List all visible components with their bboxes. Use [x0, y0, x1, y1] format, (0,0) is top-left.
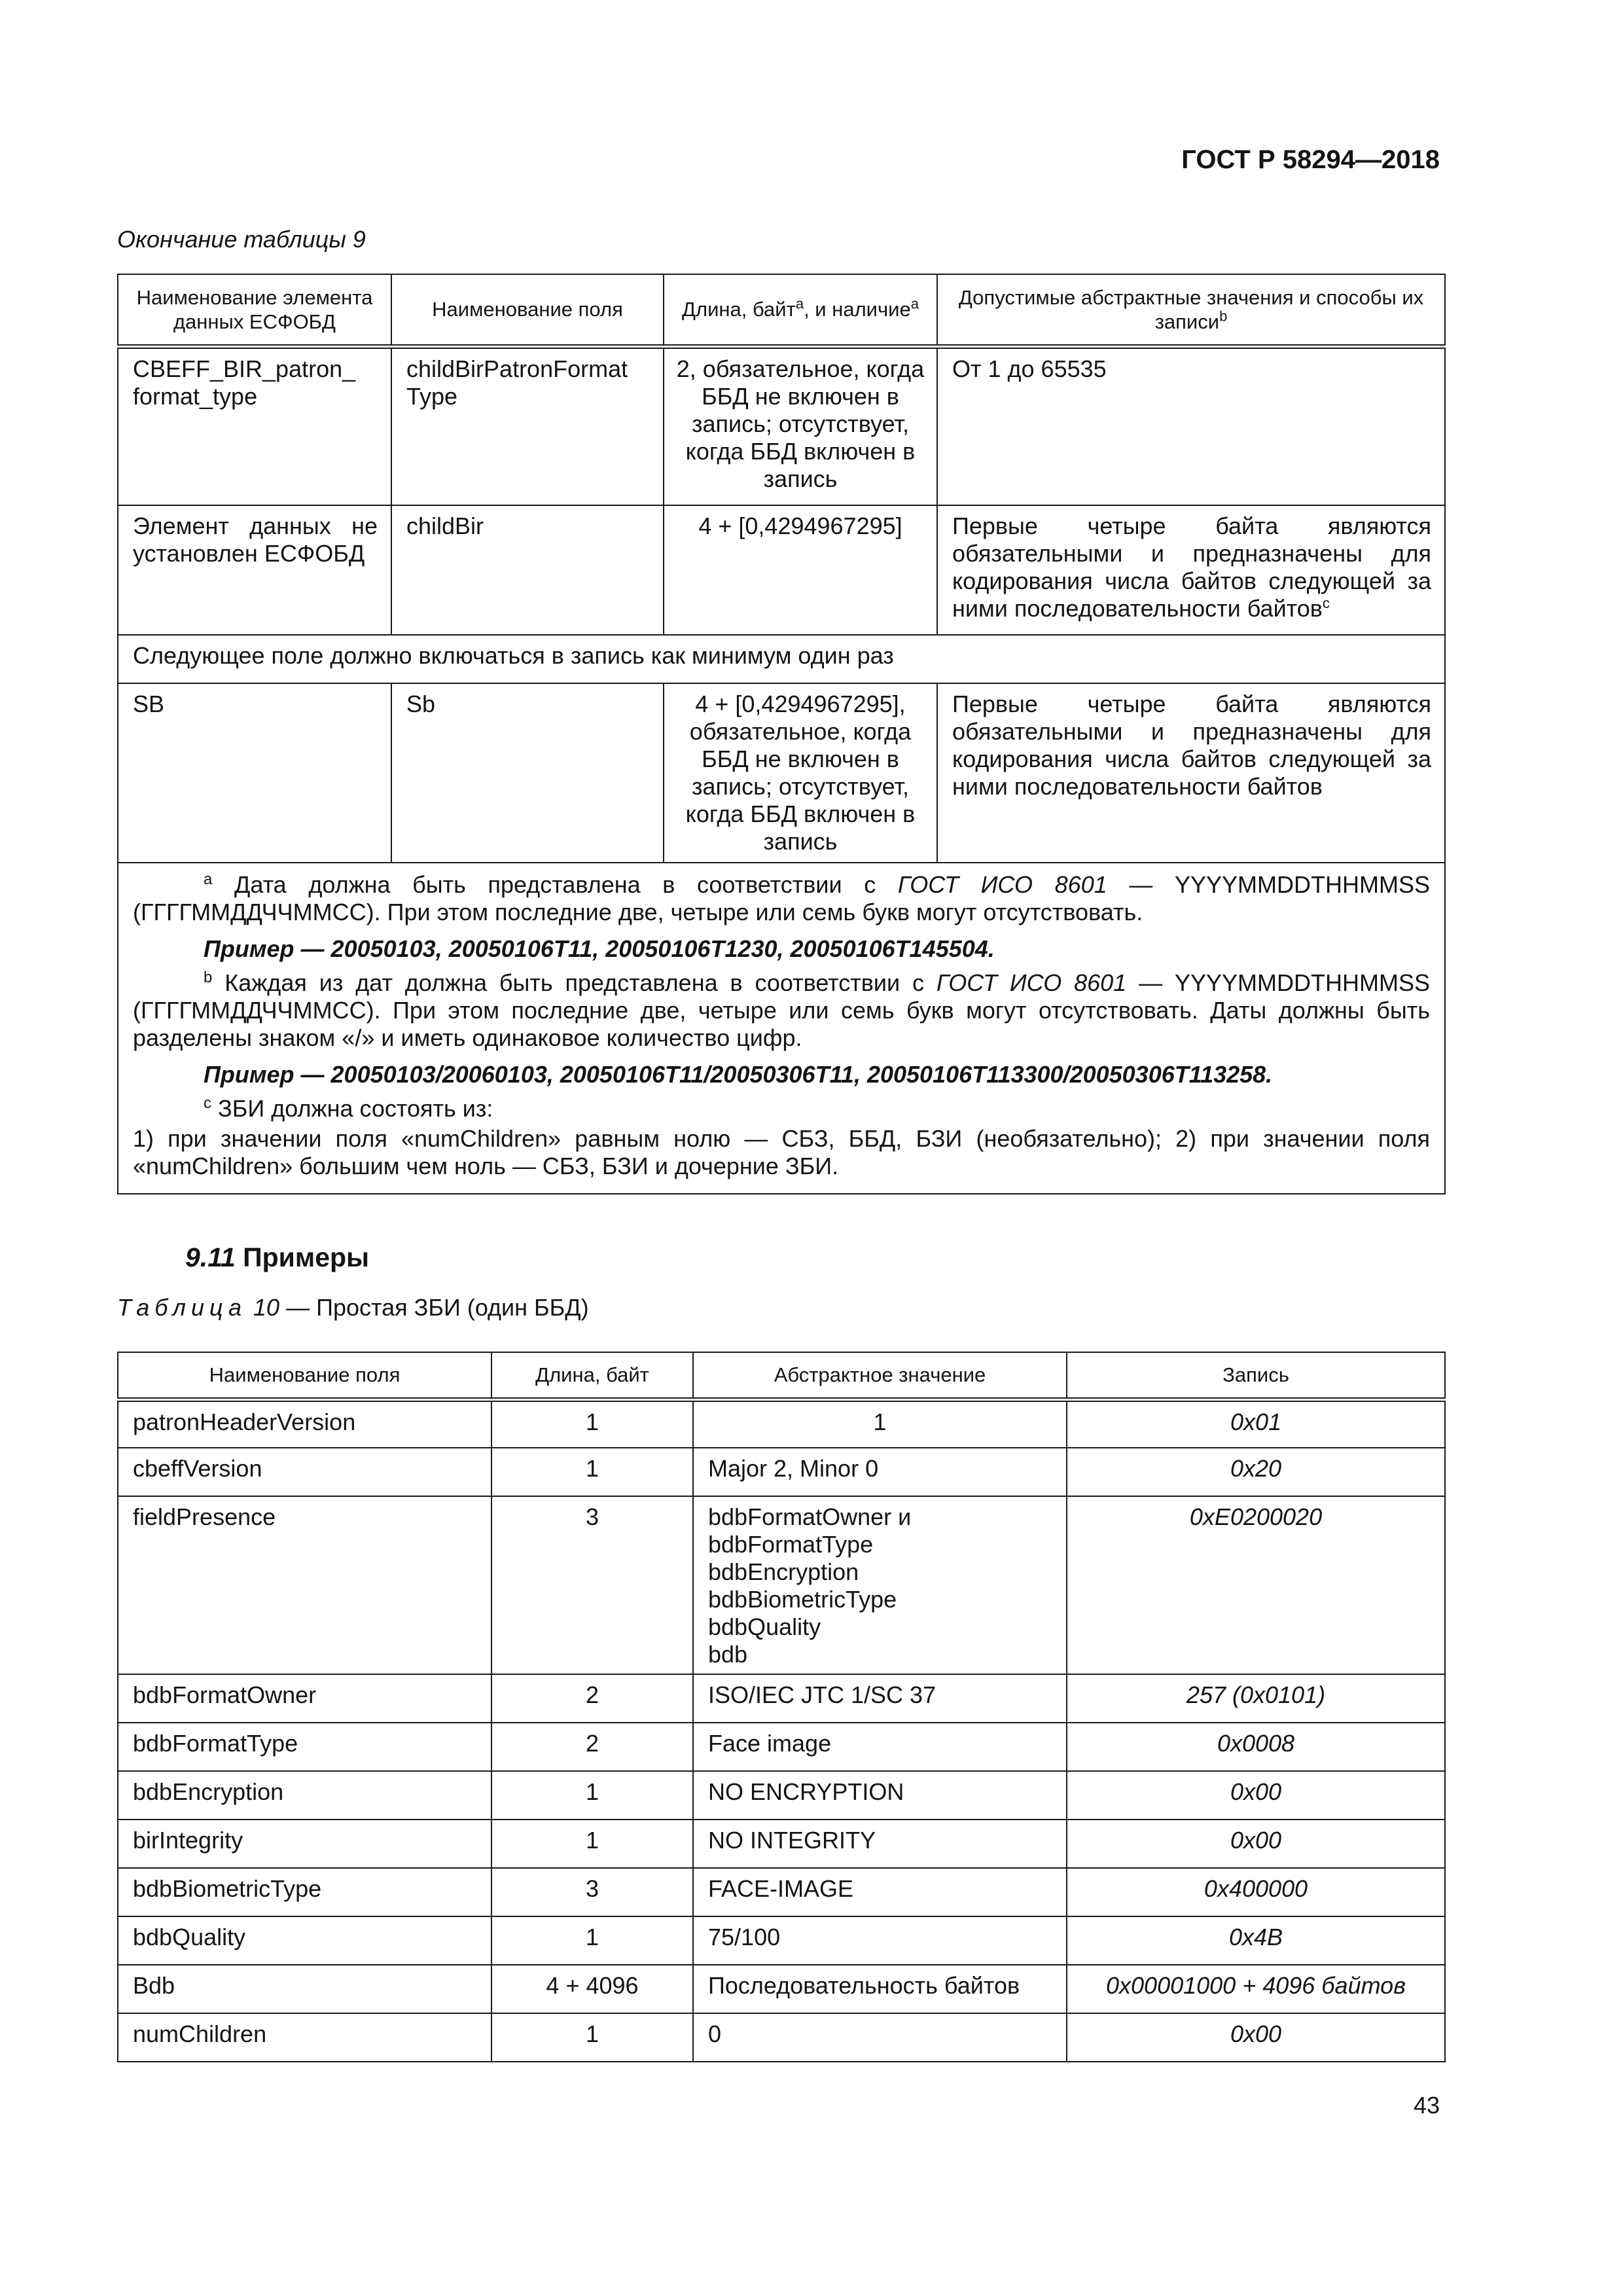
footnote-c-detail: 1) при значении поля «numChildren» равным нолю — СБЗ, ББД, БЗИ (необязательно); 2) при значении поля «numChildren» большим чем ноль — СБЗ, БЗИ и дочерние ЗБИ.: [133, 1125, 1430, 1179]
t10-cell-field: bdbFormatOwner: [118, 1674, 491, 1723]
t10-value-line: FACE-IMAGE: [708, 1875, 854, 1902]
t10-cell-field: cbeffVersion: [118, 1448, 491, 1496]
t9-header-values-text: Допустимые абстрактные значения и способы их записи: [958, 285, 1424, 333]
footnote-b-mark: b: [204, 969, 213, 986]
t10-cell-value: [693, 1674, 1067, 1723]
table-row: [118, 2013, 1445, 2062]
t10-cell-value: [693, 1868, 1067, 1916]
t9-cell-element: Элемент данных не установлен ЕСФОБД: [118, 505, 391, 635]
t9-header-element: Наименование элемента данных ЕСФОБД: [118, 274, 391, 346]
t10-header-record: Запись: [1067, 1352, 1445, 1399]
table9-caption: Окончание таблицы 9: [117, 226, 366, 253]
table-row: [118, 1496, 1445, 1674]
table-row: [118, 1820, 1445, 1868]
t10-cell-length: 4 + 4096: [491, 1965, 693, 2013]
t10-cell-field: Bdb: [118, 1965, 491, 2013]
t10-cell-field: fieldPresence: [118, 1496, 491, 1674]
footnote-c-text: ЗБИ должна состоять из:: [211, 1095, 493, 1122]
t10-cell-value: [693, 1399, 1067, 1448]
table-row: [118, 1723, 1445, 1771]
table10-caption-text: — Простая ЗБИ (один ББД): [279, 1294, 589, 1321]
t9-cell-field: childBirPatronFormat Type: [391, 346, 664, 505]
footnote-a-mark: a: [204, 870, 213, 888]
footnote-c: [133, 1095, 1430, 1122]
t10-cell-value: [693, 1723, 1067, 1771]
table-10: [117, 1352, 1446, 2062]
t10-cell-value: [693, 1965, 1067, 2013]
t10-value-line: Major 2, Minor 0: [708, 1455, 879, 1482]
t9-cell-values: [937, 505, 1445, 635]
t10-cell-field: bdbFormatType: [118, 1723, 491, 1771]
t9-cell-values-text: Первые четыре байта являются обязательными и предназначены для кодирования числа байтов следующей за ними последовательности байтов: [952, 512, 1431, 622]
t10-cell-record: 0x20: [1067, 1448, 1445, 1496]
t10-cell-field: birIntegrity: [118, 1820, 491, 1868]
t9-span-row: Следующее поле должно включаться в запись как минимум один раз: [118, 635, 1445, 683]
t9-cell-length: 4 + [0,4294967295], обязательное, когда ББД не включен в запись; отсутствует, когда ББД включен в запись: [664, 683, 937, 863]
t9-header-length-rest: , и наличие: [804, 298, 911, 321]
table-row: [118, 1674, 1445, 1723]
t9-cell-length: 2, обязательное, когда ББД не включен в запись; отсутствует, когда ББД включен в запись: [664, 346, 937, 505]
t10-value-line: bdbFormatOwner и: [708, 1503, 912, 1530]
t9-header-values: [937, 274, 1445, 346]
t10-cell-length: 1: [491, 1916, 693, 1965]
section-heading: [185, 1242, 369, 1273]
section-number: 9.11: [185, 1242, 236, 1272]
t9-cell-element: SB: [118, 683, 391, 863]
t10-cell-value: [693, 1916, 1067, 1965]
table10-header-row: [118, 1352, 1445, 1399]
t10-cell-value: [693, 1496, 1067, 1674]
t10-cell-value: [693, 1820, 1067, 1868]
t10-cell-record: 0x00001000 + 4096 байтов: [1067, 1965, 1445, 2013]
t10-value-line: NO ENCRYPTION: [708, 1778, 904, 1805]
footnote-a-example: Пример — 20050103, 20050106T11, 20050106T1230, 20050106T145504.: [204, 935, 995, 962]
t10-cell-record: 0x00: [1067, 1820, 1445, 1868]
table9-header-row: [118, 274, 1445, 346]
t10-value-line: bdbQuality: [708, 1613, 821, 1640]
t10-cell-length: 2: [491, 1723, 693, 1771]
t10-cell-record: 257 (0x0101): [1067, 1674, 1445, 1723]
t10-cell-length: 3: [491, 1496, 693, 1674]
t9-cell-field: Sb: [391, 683, 664, 863]
t9-cell-element: CBEFF_BIR_patron_ format_type: [118, 346, 391, 505]
t9-cell-values: Первые четыре байта являются обязательными и предназначены для кодирования числа байтов следующей за ними последовательности байтов: [937, 683, 1445, 863]
t10-value-line: bdbBiometricType: [708, 1586, 897, 1613]
t10-value-line: bdb: [708, 1641, 748, 1668]
table-row: [118, 1965, 1445, 2013]
table-9: [117, 274, 1446, 1194]
t9-header-length-sup2: a: [910, 295, 919, 312]
footnote-c-mark: c: [204, 1094, 211, 1112]
t10-header-field: Наименование поля: [118, 1352, 491, 1399]
footnote-b-text2: — YYYYMMDDTHHMMSS (ГГГГММДДЧЧММСС). При этом последние две, четыре или семь букв могут отсутствовать. Даты должны быть разделены знаком «/» и иметь одинаковое количество цифр.: [133, 969, 1430, 1051]
t10-value-line: 75/100: [708, 1924, 781, 1950]
t10-cell-length: 1: [491, 1771, 693, 1820]
document-code: ГОСТ Р 58294—2018: [1181, 145, 1440, 174]
t9-cell-values: От 1 до 65535: [937, 346, 1445, 505]
t10-cell-length: 2: [491, 1674, 693, 1723]
t10-cell-length: 1: [491, 2013, 693, 2062]
t10-value-line: Последовательность байтов: [708, 1972, 1020, 1999]
table10-body: [118, 1399, 1445, 2062]
t9-cell-values-sup: c: [1322, 595, 1330, 611]
t10-cell-length: 3: [491, 1868, 693, 1916]
table-row: [118, 346, 1445, 505]
t10-cell-record: 0xE0200020: [1067, 1496, 1445, 1674]
t10-value-line: bdbFormatType: [708, 1531, 874, 1558]
table-row: [118, 1399, 1445, 1448]
t10-cell-value: [693, 1771, 1067, 1820]
t10-cell-field: patronHeaderVersion: [118, 1399, 491, 1448]
t10-header-value: Абстрактное значение: [693, 1352, 1067, 1399]
footnote-a-text2: — YYYYMMDDTHHMMSS (ГГГГММДДЧЧММСС). При этом последние две, четыре или семь букв могут отсутствовать.: [133, 871, 1431, 925]
t10-value-line: bdbEncryption: [708, 1558, 859, 1585]
table-row: [118, 1771, 1445, 1820]
t9-header-values-sup: b: [1219, 308, 1228, 325]
table10-caption-label: Таблица: [117, 1294, 247, 1321]
t10-value-line: ISO/IEC JTC 1/SC 37: [708, 1681, 936, 1708]
t10-cell-value: [693, 1448, 1067, 1496]
footnote-b-ref: ГОСТ ИСО 8601: [936, 969, 1127, 996]
t10-cell-record: 0x0008: [1067, 1723, 1445, 1771]
t9-header-length-text: Длина, байт: [682, 298, 796, 321]
table-row: [118, 1868, 1445, 1916]
t9-header-length-sup: a: [795, 295, 804, 312]
t10-value-line: 0: [708, 2020, 722, 2047]
t10-cell-length: 1: [491, 1399, 693, 1448]
table9-footnotes: [118, 863, 1445, 1194]
footnote-b: [133, 969, 1430, 1052]
footnote-b-example: Пример — 20050103/20060103, 20050106T11/20050306T11, 20050106T113300/20050306T113258.: [204, 1061, 1273, 1088]
table-row: [118, 683, 1445, 863]
t10-cell-value: [693, 2013, 1067, 2062]
footnote-b-text: Каждая из дат должна быть представлена в соответствии с: [212, 969, 936, 996]
t10-value-line: 1: [873, 1408, 887, 1435]
t10-cell-record: 0x00: [1067, 2013, 1445, 2062]
t10-value-line: Face image: [708, 1730, 832, 1757]
t9-header-length: [664, 274, 937, 346]
table10-caption-number: 10: [247, 1294, 280, 1321]
t9-cell-length: 4 + [0,4294967295]: [664, 505, 937, 635]
t10-value-line: NO INTEGRITY: [708, 1827, 876, 1854]
t10-cell-record: 0x00: [1067, 1771, 1445, 1820]
t10-cell-record: 0x4B: [1067, 1916, 1445, 1965]
t10-cell-length: 1: [491, 1448, 693, 1496]
page-number: 43: [1413, 2092, 1440, 2119]
footnote-a-ref: ГОСТ ИСО 8601: [897, 871, 1107, 898]
table-row: [118, 1916, 1445, 1965]
t10-cell-length: 1: [491, 1820, 693, 1868]
t10-cell-record: 0x400000: [1067, 1868, 1445, 1916]
t10-header-length: Длина, байт: [491, 1352, 693, 1399]
section-title: Примеры: [235, 1242, 370, 1272]
t10-cell-field: numChildren: [118, 2013, 491, 2062]
t9-cell-field: childBir: [391, 505, 664, 635]
footnote-a-text: Дата должна быть представлена в соответствии с: [212, 871, 898, 898]
t10-cell-record: 0x01: [1067, 1399, 1445, 1448]
t10-cell-field: bdbEncryption: [118, 1771, 491, 1820]
footnote-a: [133, 871, 1430, 926]
table9-notes-row: [118, 863, 1445, 1194]
table10-caption: [117, 1294, 589, 1321]
table-row: [118, 1448, 1445, 1496]
t10-cell-field: bdbQuality: [118, 1916, 491, 1965]
table-row: [118, 635, 1445, 683]
table-row: [118, 505, 1445, 635]
t10-cell-field: bdbBiometricType: [118, 1868, 491, 1916]
t9-header-field: Наименование поля: [391, 274, 664, 346]
